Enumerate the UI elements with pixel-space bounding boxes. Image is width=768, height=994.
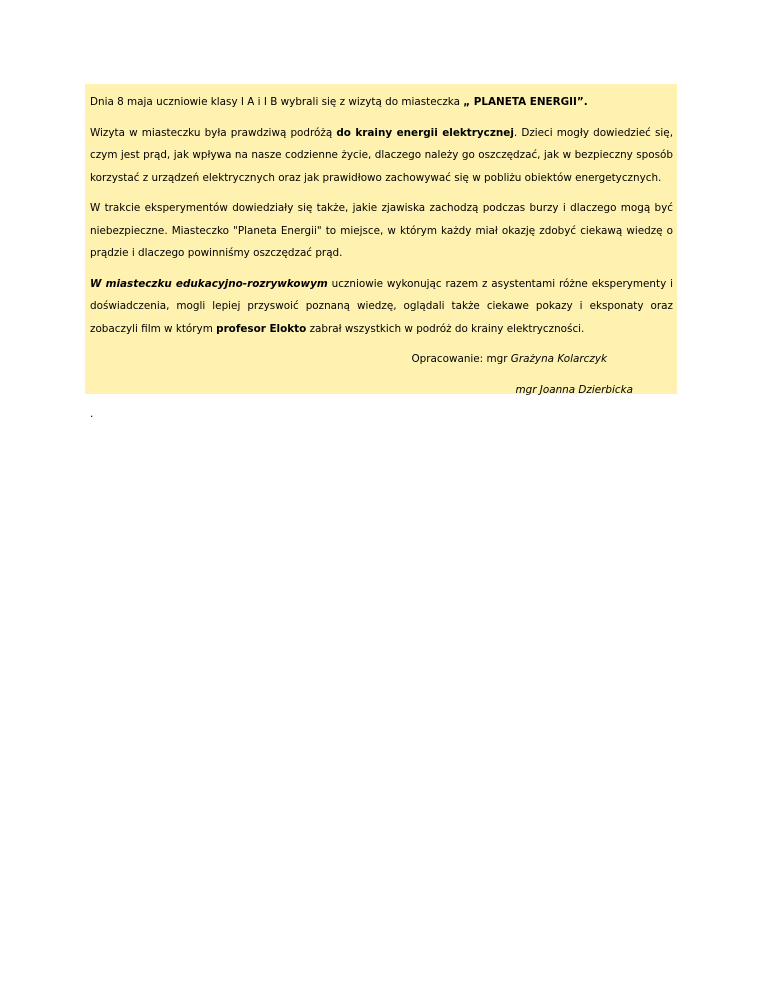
signature-name-2: mgr Joanna Dzierbicka [515,383,633,396]
signature-label: Opracowanie: mgr [411,353,511,365]
signature-line-2 [90,379,673,402]
town-highlight: W miasteczku edukacyjno-rozrywkowym [90,277,328,290]
paragraph-visit [90,122,673,190]
intro-text: Dnia 8 maja uczniowie klasy I A i I B wybrali się z wizytą do miasteczka [90,96,464,108]
paragraph-experiments [90,197,673,265]
visit-text-end: . Dzieci mogły dowiedzieć się, czym jest prąd, jak wpływa na nasze codzienne życie, dlaczego należy go oszczędzać, jak w bezpieczny sposób korzystać z urządzeń elektrycznych oraz jak prawidłowo zachowywać się w pobliżu obiektów energetycznych. [90,126,674,184]
visit-highlight: do krainy energii elektrycznej [336,126,514,139]
signature-name-1: Grażyna Kolarczyk [510,353,607,365]
intro-event-name: „ PLANETA ENERGII”. [463,96,588,108]
paragraph-town [90,273,673,341]
visit-text-start: Wizyta w miasteczku była prawdziwą podróżą [90,126,337,139]
experiments-text: W trakcie eksperymentów dowiedziały się także, jakie zjawiska zachodzą podczas burzy i dlaczego mogą być niebezpieczne. Miasteczko "Planeta Energii" to miejsce, w którym każdy miał okazję zdobyć ciekawą wiedzę o prądzie i dlaczego powinniśmy oszczędzać prąd. [90,202,673,259]
town-text: uczniowie wykonując razem z asystentami różne eksperymenty i doświadczenia, mogli lepiej przyswoić poznaną wiedzę, oglądali także ciekawe pokazy i eksponaty oraz zobaczyli film w którym [90,277,673,335]
trailing-dot: . [90,408,94,420]
professor-name: profesor Elokto [216,322,307,335]
article-box [85,84,677,420]
town-text-end: zabrał wszystkich w podróż do krainy elektryczności. [306,322,585,335]
paragraph-intro [90,91,673,114]
signature-line-1 [90,348,673,371]
